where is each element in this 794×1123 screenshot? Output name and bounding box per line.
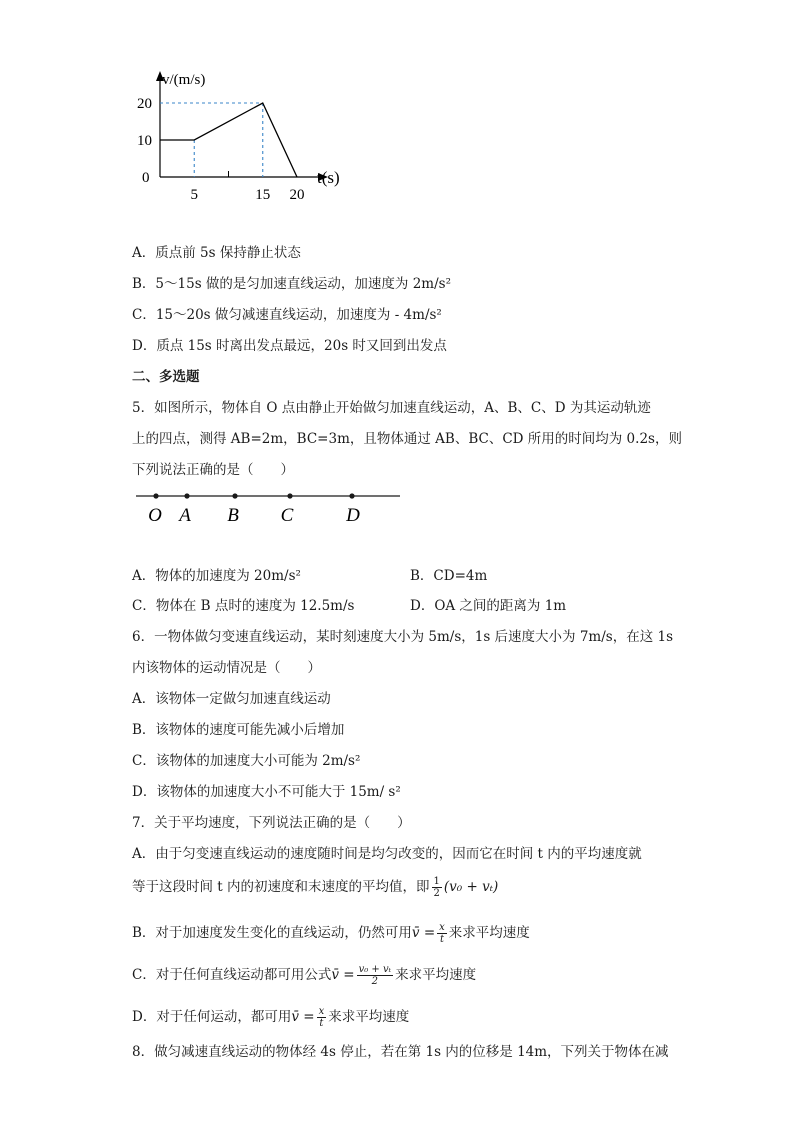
velocity-series-line [160,103,297,177]
q8-stem-line1: 8．做匀减速直线运动的物体经 4s 停止，若在第 1s 内的位移是 14m，下列关于物体在减 [132,1044,669,1060]
x-over-t-fraction-d: $\frac{x}{t}$ [318,1006,325,1029]
average-velocity-fraction: $\frac{\text{v₀ + vₜ}}{2}$ [358,964,392,987]
point-o-dot [153,493,158,498]
q5-stem-line3: 下列说法正确的是（ ） [132,462,294,478]
y-axis-label: v/(m/s) [162,72,206,88]
q4-option-a: A．质点前 5s 保持静止状态 [132,245,301,261]
point-d-label: D [346,505,360,526]
q7-option-a-line1: A．由于匀变速直线运动的速度随时间是均匀改变的，因而它在时间 t 内的平均速度就 [132,846,642,862]
point-c-label: C [280,505,294,526]
q7-option-c: C．对于任何直线运动都可用公式v̄ = $\frac{\text{v₀ + vₜ}}{2}$ 来求平均速度 [132,964,477,987]
q4-option-d: D．质点 15s 时离出发点最远，20s 时又回到出发点 [132,338,447,354]
trajectory-diagram [130,488,430,528]
x-tick-label-15: 15 [255,187,271,203]
q7-option-b: B．对于加速度发生变化的直线运动，仍然可用v̄ = $\frac{x}{t}$ 来求平均速度 [132,922,530,945]
q6-option-c: C．该物体的加速度大小可能为 2m/s² [132,753,361,769]
q4-option-c: C．15～20s 做匀减速直线运动，加速度为 - 4m/s² [132,307,442,323]
q4-option-b: B．5～15s 做的是匀加速直线运动，加速度为 2m/s² [132,276,451,292]
x-over-t-fraction-b: $\frac{x}{t}$ [439,922,445,945]
q5-option-b: B．CD=4m [410,568,488,584]
q6-option-b: B．该物体的速度可能先减小后增加 [132,722,345,738]
velocity-time-chart [0,55,794,265]
half-fraction: $\frac{1}{2}$ [433,876,440,899]
q7-stem: 7．关于平均速度，下列说法正确的是（ ） [132,815,411,831]
q6-option-a: A．该物体一定做匀加速直线运动 [132,691,331,707]
x-tick-label-20: 20 [289,187,305,203]
point-b-label: B [227,505,239,526]
point-a-dot [184,493,189,498]
q7-option-d: D．对于任何运动，都可用v̄ = $\frac{x}{t}$ 来求平均速度 [132,1006,410,1029]
section-title-multiple-choice: 二、多选题 [132,369,200,385]
q5-option-c: C．物体在 B 点时的速度为 12.5m/s [132,598,355,614]
q7-option-a-line2: 等于这段时间 t 内的初速度和末速度的平均值，即 $\frac{1}{2}$ (v₀ + vₜ) [132,876,499,899]
point-a-label: A [179,505,191,526]
x-axis-label: t(s) [317,168,340,187]
point-c-dot [287,493,292,498]
y-tick-label-10: 10 [137,133,152,149]
point-b-dot [232,493,237,498]
point-d-dot [349,493,354,498]
q6-stem-line2: 内该物体的运动情况是（ ） [132,660,321,676]
q5-stem-line1: 5．如图所示，物体自 O 点由静止开始做匀加速直线运动，A、B、C、D 为其运动轨迹 [132,400,651,416]
y-tick-label-20: 20 [137,96,152,112]
q6-stem-line1: 6．一物体做匀变速直线运动，某时刻速度大小为 5m/s，1s 后速度大小为 7m/s，在这 1s [132,629,674,645]
q5-option-a: A．物体的加速度为 20m/s² [132,568,301,584]
origin-label: 0 [142,170,150,186]
point-o-label: O [148,505,162,526]
x-tick-label-5: 5 [190,187,198,203]
q5-stem-line2: 上的四点，测得 AB=2m，BC=3m，且物体通过 AB、BC、CD 所用的时间均为 0.2s，则 [132,431,682,447]
q6-option-d: D．该物体的加速度大小不可能大于 15m/ s² [132,784,401,800]
q5-option-d: D．OA 之间的距离为 1m [410,598,567,614]
